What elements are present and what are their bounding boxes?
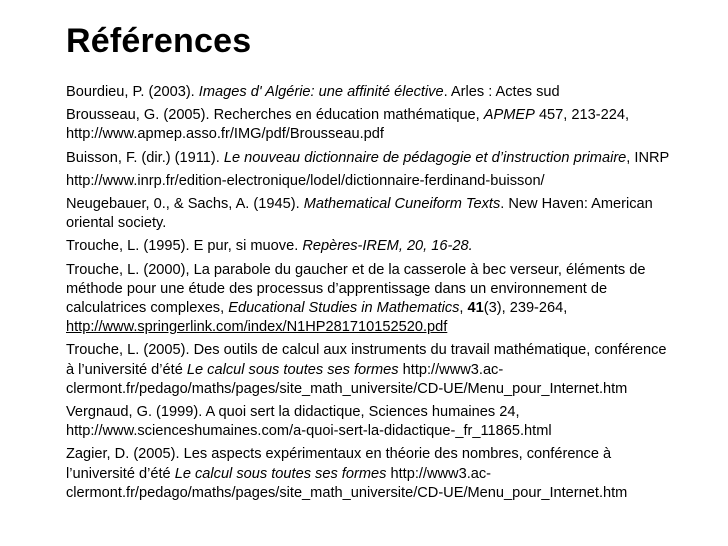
reference-url: http://www.scienceshumaines.com/a-quoi-sert-la-didactique-_fr_11865.html (66, 423, 552, 440)
reference-list (66, 83, 706, 507)
reference-buisson-url (66, 172, 706, 191)
reference-bourdieu: Bourdieu, P. (2003). Images d' Algérie: une affinité élective. Arles : Actes sud (66, 84, 560, 100)
reference-url: http://www.inrp.fr/edition-electronique/lodel/dictionnaire-ferdinand-buisson/ (66, 172, 545, 189)
reference-zagier: Zagier, D. (2005). Les aspects expérimentaux en théorie des nombres, conférence à l’université d’été Le calcul sous toutes ses formes http://www3.ac- clermont.fr/pedago/maths/pages/site_math_universite/CD-UE/Menu_pour_Internet.htm (66, 446, 628, 501)
reference-url: http://www.apmep.asso.fr/IMG/pdf/Brousseau.pdf (66, 126, 384, 143)
reference-vergnaud: Vergnaud, G. (1999). A quoi sert la didactique, Sciences humaines 24, http://www.scienceshumaines.com/a-quoi-sert-la-didactique-_fr_11865.html (66, 403, 706, 441)
reference-trouche-1995: Trouche, L. (1995). E pur, si muove. Repères-IREM, 20, 16-28. (66, 238, 473, 255)
reference-brousseau: Brousseau, G. (2005). Recherches en éducation mathématique, APMEP 457, 213-224, http://www.apmep.asso.fr/IMG/pdf/Brousseau.pdf (66, 106, 706, 144)
reference-buisson: Buisson, F. (dir.) (1911). Le nouveau dictionnaire de pédagogie et d’instruction primaire, INRP (66, 149, 670, 166)
reference-trouche-2005: Trouche, L. (2005). Des outils de calcul aux instruments du travail mathématique, conférence à l’université d’été Le calcul sous toutes ses formes http://www3.ac- clermont.fr/pedago/maths/pages/site_math_universite/CD-UE/Menu_pour_Internet.htm (66, 342, 667, 397)
page-title: Références (66, 22, 252, 60)
reference-neugebauer: Neugebauer, 0., & Sachs, A. (1945). Mathematical Cuneiform Texts. New Haven: American oriental society. (66, 196, 653, 232)
reference-trouche-2000: Trouche, L. (2000), La parabole du gaucher et de la casserole à bec verseur, éléments de méthode pour une étude des processus d’apprentissage dans un environnement de calculatrices complexes, Educational Studies in Mathematics, 41(3), 239-264, http://www.springerlink.com/index/N1HP281710152520.pdf (66, 261, 646, 336)
springerlink-link[interactable]: http://www.springerlink.com/index/N1HP281710152520.pdf (66, 319, 448, 336)
